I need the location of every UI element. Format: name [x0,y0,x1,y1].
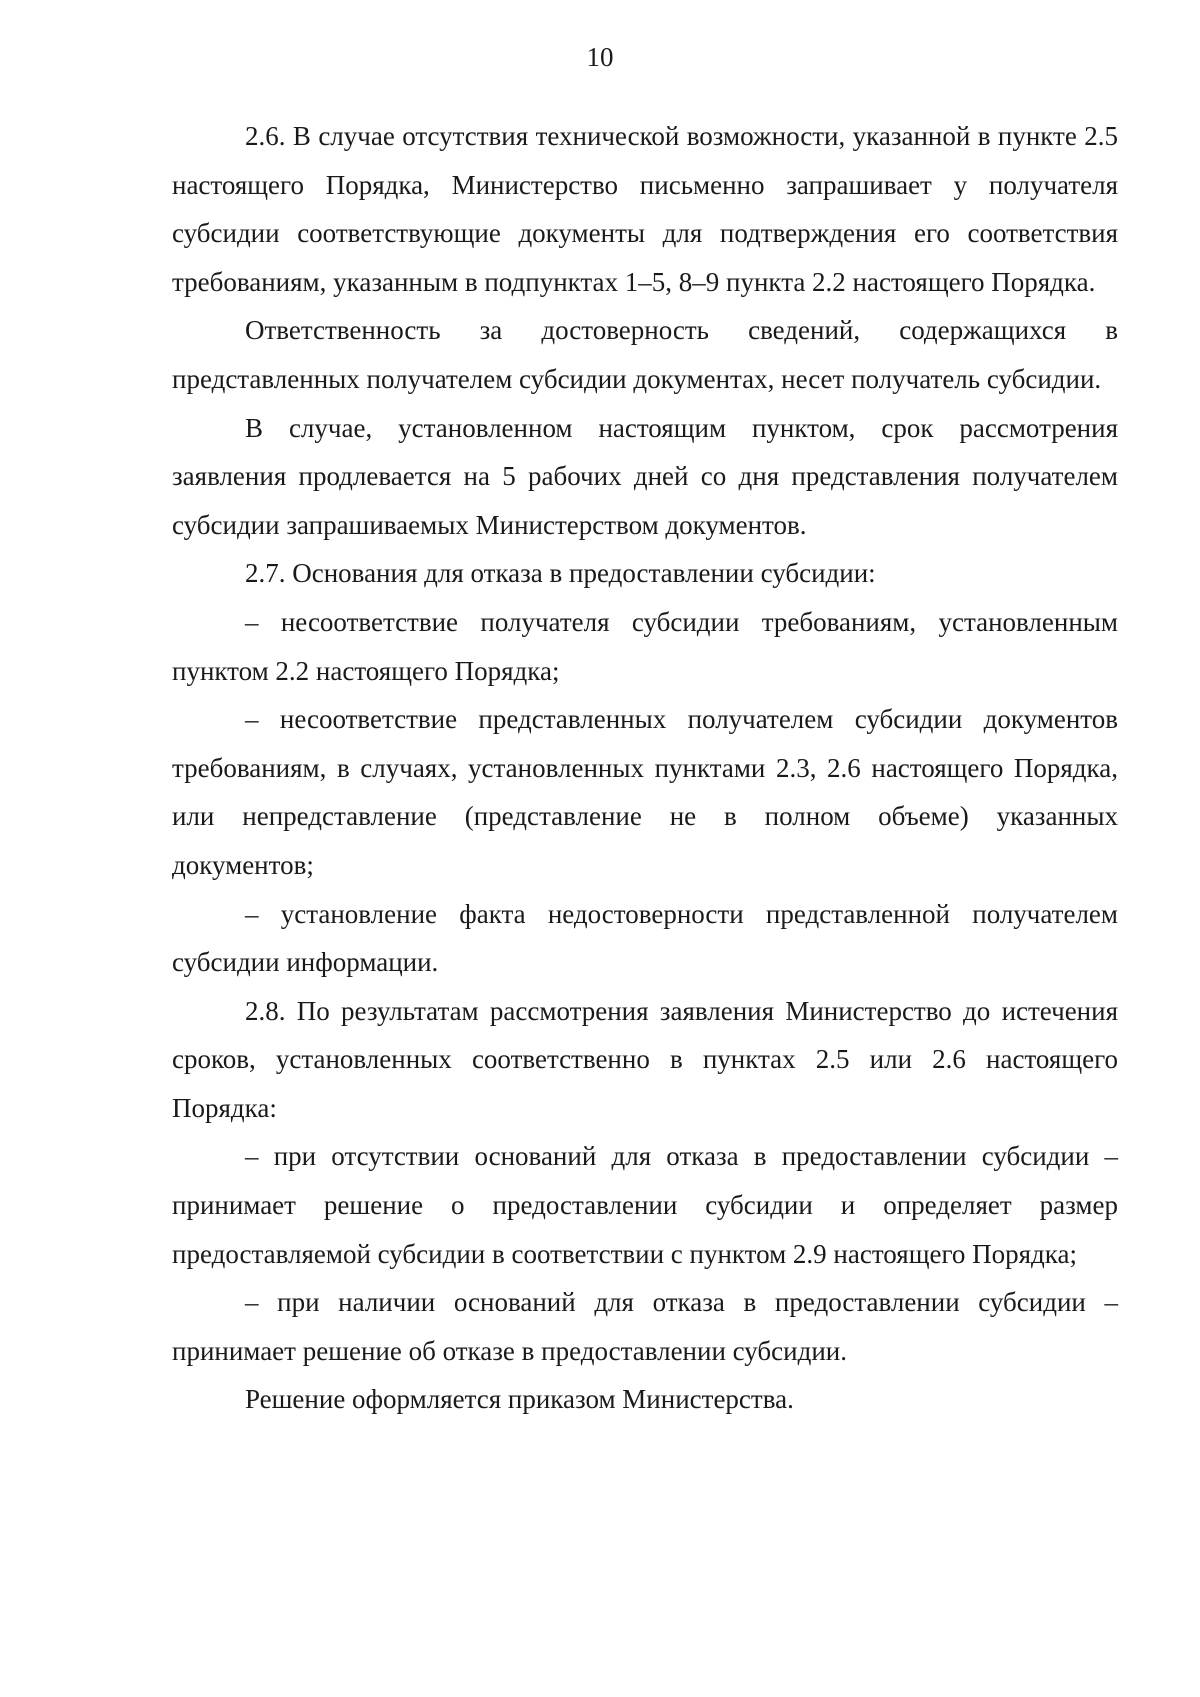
document-body [172,112,1118,1424]
paragraph-2-6: 2.6. В случае отсутствия технической возможности, указанной в пункте 2.5 настоящего Порядка, Министерство письменно запрашивает у получателя субсидии соответствующие документы для подтверждения его соответствия требованиям, указанным в подпунктах 1–5, 8–9 пункта 2.2 настоящего Порядка. [172,121,1118,297]
list-item-decision-grant: – при отсутствии оснований для отказа в предоставлении субсидии – принимает решение о предоставлении субсидии и определяет размер предоставляемой субсидии в соответствии с пунктом 2.9 настоящего Порядка; [172,1141,1118,1269]
paragraph-review-extension: В случае, установленном настоящим пунктом, срок рассмотрения заявления продлевается на 5 рабочих дней со дня представления получателем субсидии запрашиваемых Министерством документов. [172,412,1118,540]
list-item-decision-refuse: – при наличии оснований для отказа в предоставлении субсидии – принимает решение об отказе в предоставлении субсидии. [172,1287,1118,1366]
list-item-refusal-reason-3: – установление факта недостоверности представленной получателем субсидии информации. [172,898,1118,978]
list-item-refusal-reason-2: – несоответствие представленных получателем субсидии документов требованиям, в случаях, установленных пунктами 2.3, 2.6 настоящего Порядка, или непредставление (представление не в полном объеме) указанных документов; [172,704,1118,880]
list-item-refusal-reason-1: – несоответствие получателя субсидии требованиям, установленным пунктом 2.2 настоящего Порядка; [172,606,1118,686]
paragraph-decision-order: Решение оформляется приказом Министерства. [245,1384,794,1415]
page-number: 10 [586,42,614,72]
paragraph-responsibility: Ответственность за достоверность сведений, содержащихся в представленных получателем субсидии документах, несет получатель субсидии. [172,315,1118,394]
paragraph-2-7: 2.7. Основания для отказа в предоставлении субсидии: [245,558,876,589]
paragraph-2-8: 2.8. По результатам рассмотрения заявления Министерство до истечения сроков, установленных соответственно в пунктах 2.5 или 2.6 настоящего Порядка: [172,995,1118,1123]
